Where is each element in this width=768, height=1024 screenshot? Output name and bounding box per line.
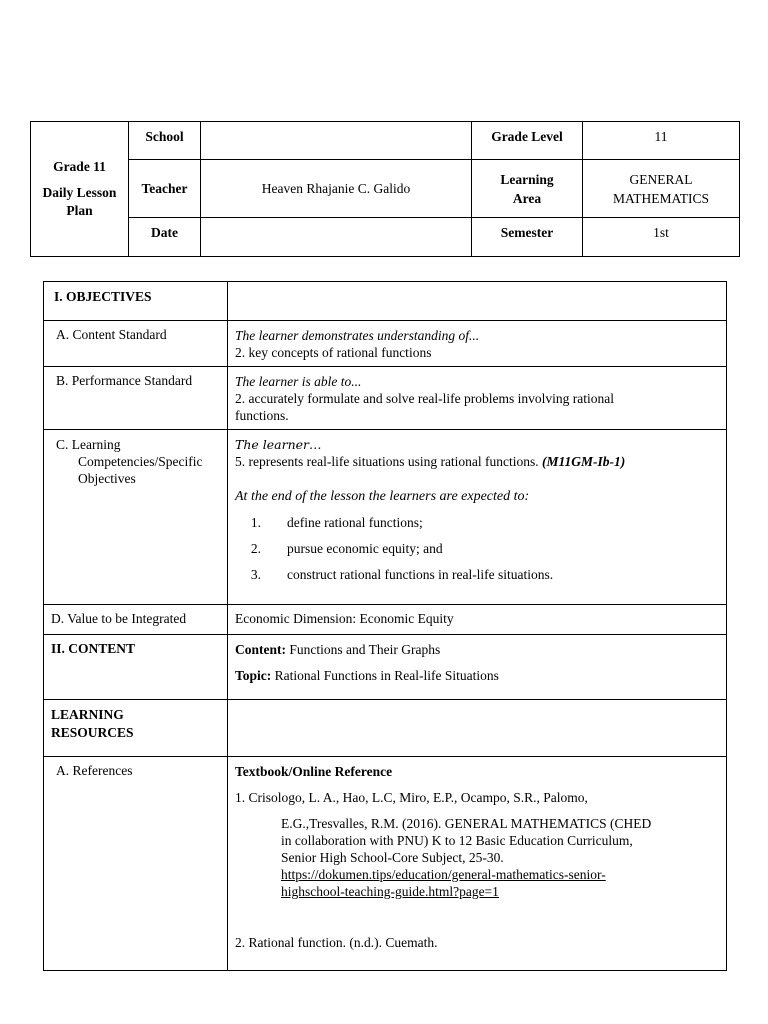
plan-title-line-1: Grade 11 <box>53 159 106 174</box>
competencies-line-2 <box>235 453 719 470</box>
references-label: A. References <box>44 757 228 971</box>
content-line <box>235 641 719 658</box>
objective-item-3-num: 3. <box>250 567 261 582</box>
date-value <box>201 218 472 257</box>
date-label: Date <box>129 218 201 257</box>
content-text: Functions and Their Graphs <box>286 642 441 657</box>
header-table <box>30 121 740 257</box>
lesson-plan-table <box>43 281 727 971</box>
topic-line <box>235 667 719 684</box>
objective-item-2 <box>235 540 719 557</box>
content-standard-cell <box>228 321 727 367</box>
objective-item-1 <box>235 514 719 531</box>
content-standard-label: A. Content Standard <box>44 321 228 367</box>
learning-area-value-line-2: MATHEMATICS <box>612 190 709 206</box>
plan-title-line-2: Daily Lesson <box>42 185 117 200</box>
grade-level-label: Grade Level <box>472 122 583 160</box>
learning-area-value-line-1: GENERAL <box>629 171 693 187</box>
performance-standard-label: B. Performance Standard <box>44 367 228 430</box>
competencies-intro: At the end of the lesson the learners are expected to: <box>235 489 530 504</box>
content-cell <box>228 635 727 700</box>
objective-item-1-num: 1. <box>250 515 261 530</box>
learning-area-value <box>583 160 740 218</box>
reference-1-line-4: Senior High School-Core Subject, 25-30. <box>281 850 504 865</box>
competency-code: (M11GM-Ib-1) <box>542 454 626 469</box>
learning-resources-heading-line-2: RESOURCES <box>51 725 134 740</box>
reference-1-link-line-2[interactable]: highschool-teaching-guide.html?page=1 <box>281 884 499 899</box>
value-text: Economic Dimension: Economic Equity <box>228 605 727 635</box>
performance-standard-line-1: The learner is able to... <box>235 374 362 389</box>
objective-item-2-text: pursue economic equity; and <box>287 541 443 556</box>
content-standard-line-1: The learner demonstrates understanding of... <box>235 328 480 343</box>
competencies-label-line-1: C. Learning <box>56 437 121 452</box>
objective-item-2-num: 2. <box>250 541 261 556</box>
grade-level-value: 11 <box>583 122 740 160</box>
competencies-label-line-2: Competencies/Specific <box>78 454 203 469</box>
objectives-heading: I. OBJECTIVES <box>44 282 228 321</box>
references-heading: Textbook/Online Reference <box>235 764 393 779</box>
content-label: Content: <box>235 642 286 657</box>
semester-label: Semester <box>472 218 583 257</box>
learning-area-label <box>472 160 583 218</box>
school-label: School <box>129 122 201 160</box>
reference-1-continuation <box>235 815 719 900</box>
objective-item-3-text: construct rational functions in real-life situations. <box>287 567 554 582</box>
content-heading: II. CONTENT <box>44 635 228 700</box>
learning-resources-blank <box>228 700 727 757</box>
plan-title-line-3: Plan <box>66 203 93 218</box>
objective-item-1-text: define rational functions; <box>287 515 423 530</box>
reference-1-line-2: E.G.,Tresvalles, R.M. (2016). GENERAL MATHEMATICS (CHED <box>281 816 652 831</box>
topic-label: Topic: <box>235 668 272 683</box>
value-label: D. Value to be Integrated <box>44 605 228 635</box>
plan-title-cell <box>31 122 129 257</box>
school-value <box>201 122 472 160</box>
teacher-value: Heaven Rhajanie C. Galido <box>201 160 472 218</box>
performance-standard-cell <box>228 367 727 430</box>
reference-2: 2. Rational function. (n.d.). Cuemath. <box>235 935 438 950</box>
references-cell <box>228 757 727 971</box>
objective-item-3 <box>235 566 719 583</box>
learning-area-label-line-1: Learning <box>500 171 554 187</box>
semester-value: 1st <box>583 218 740 257</box>
reference-1-link-line-1[interactable]: https://dokumen.tips/education/general-mathematics-senior- <box>281 867 606 882</box>
objectives-list <box>235 514 719 583</box>
objectives-heading-blank <box>228 282 727 321</box>
learning-resources-heading-line-1: LEARNING <box>51 707 124 722</box>
topic-text: Rational Functions in Real-life Situations <box>271 668 499 683</box>
learning-area-label-line-2: Area <box>512 190 542 206</box>
performance-standard-line-2: 2. accurately formulate and solve real-life problems involving rational <box>235 391 614 406</box>
teacher-label: Teacher <box>129 160 201 218</box>
reference-1-line-1: 1. Crisologo, L. A., Hao, L.C, Miro, E.P., Ocampo, S.R., Palomo, <box>235 790 588 805</box>
competency-text: 5. represents real-life situations using rational functions. <box>235 454 539 469</box>
competencies-label <box>44 430 228 605</box>
reference-1-line-3: in collaboration with PNU) K to 12 Basic Education Curriculum, <box>281 833 633 848</box>
competencies-cell <box>228 430 727 605</box>
content-standard-line-2: 2. key concepts of rational functions <box>235 345 432 360</box>
learning-resources-heading <box>44 700 228 757</box>
competencies-line-1: The learner… <box>235 437 322 452</box>
performance-standard-line-3: functions. <box>235 408 289 423</box>
competencies-label-line-3: Objectives <box>78 471 136 486</box>
